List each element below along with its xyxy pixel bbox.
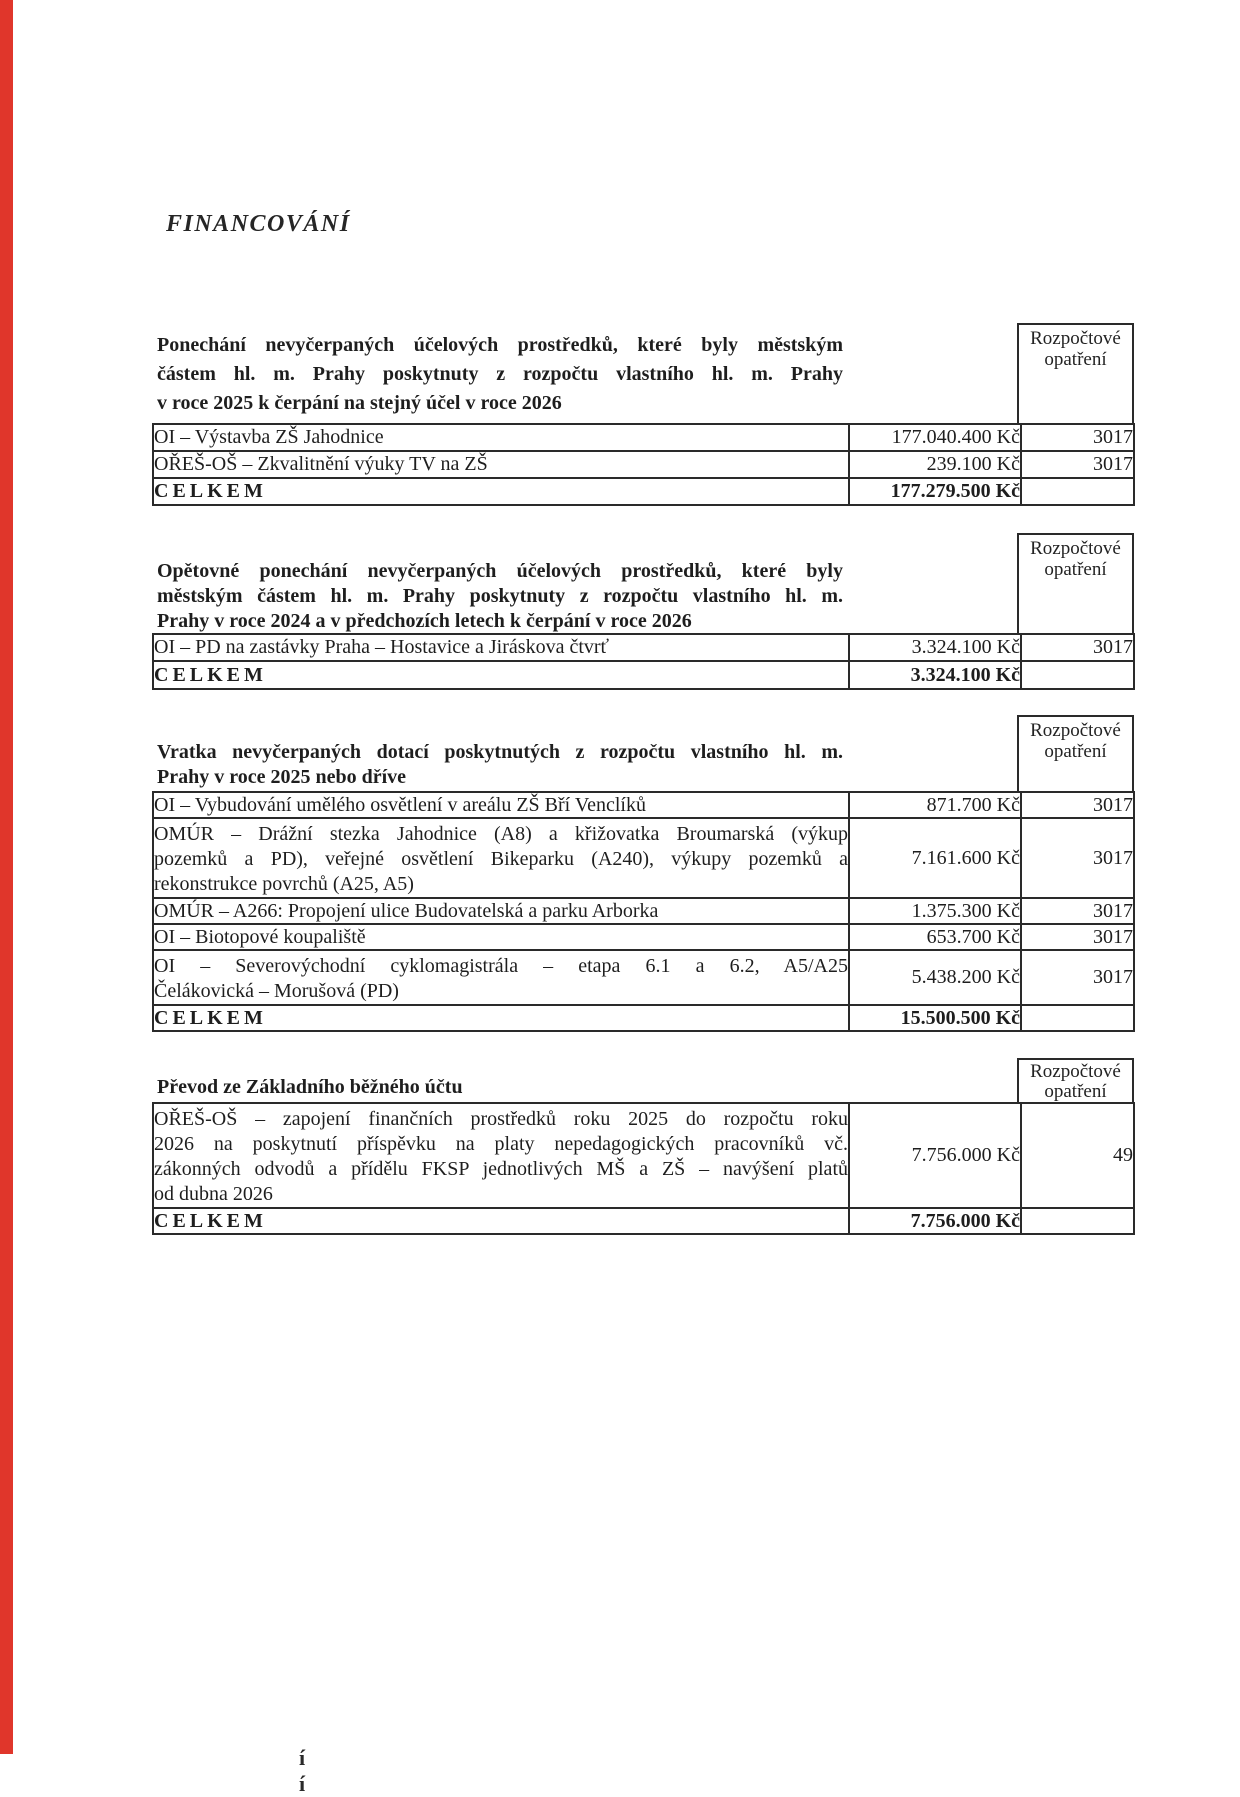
- section-header-line: částem hl. m. Prahy poskytnuty z rozpočtu vlastního hl. m. Prahy: [157, 363, 843, 385]
- budget-measure-box: [1017, 323, 1134, 423]
- row-amount: 239.100 Kč: [849, 451, 1021, 478]
- table-row: [153, 818, 1134, 898]
- row-budget-measure: 3017: [1021, 818, 1134, 898]
- budget-measure-label-line2: opatření: [1044, 1081, 1107, 1102]
- section-header: [157, 334, 843, 421]
- row-description: OŘEŠ-OŠ – zapojení finančních prostředků roku 2025 do rozpočtu roku 2026 na poskytnutí příspěvku na platy nepedagogických pracovníků vč. zákonných odvodů a přídělu FKSP jednotlivých MŠ a ZŠ – navýšení platů od dubna 2026: [153, 1103, 849, 1208]
- total-label: CELKEM: [153, 1208, 849, 1234]
- section-header-line: Opětovné ponechání nevyčerpaných účelových prostředků, které byly: [157, 560, 843, 582]
- total-amount: 3.324.100 Kč: [849, 661, 1021, 689]
- budget-measure-label-line1: Rozpočtové: [1030, 538, 1121, 559]
- clipped-footer-text: í í: [299, 1745, 328, 1796]
- row-description: OI – Vybudování umělého osvětlení v areálu ZŠ Bří Venclíků: [153, 792, 849, 818]
- total-amount: 15.500.500 Kč: [849, 1005, 1021, 1031]
- total-row: [153, 478, 1134, 505]
- total-label: CELKEM: [153, 1005, 849, 1031]
- row-budget-measure: 3017: [1021, 424, 1134, 451]
- data-table: [152, 1102, 1135, 1235]
- row-description: OI – Severovýchodní cyklomagistrála – etapa 6.1 a 6.2, A5/A25 Čelákovická – Morušová (PD): [153, 950, 849, 1005]
- budget-measure-label-line1: Rozpočtové: [1030, 1061, 1121, 1082]
- total-budget-measure: [1021, 1005, 1134, 1031]
- table-row: [153, 792, 1134, 818]
- budget-measure-label-line2: opatření: [1044, 741, 1107, 762]
- row-amount: 177.040.400 Kč: [849, 424, 1021, 451]
- row-description: OI – PD na zastávky Praha – Hostavice a Jiráskova čtvrť: [153, 634, 849, 661]
- section-header: [157, 1076, 843, 1102]
- total-budget-measure: [1021, 661, 1134, 689]
- row-description: OŘEŠ-OŠ – Zkvalitnění výuky TV na ZŠ: [153, 451, 849, 478]
- budget-measure-label-line2: opatření: [1044, 559, 1107, 580]
- data-table: [152, 423, 1135, 506]
- row-amount: 7.756.000 Kč: [849, 1103, 1021, 1208]
- section-header-line: v roce 2025 k čerpání na stejný účel v roce 2026: [157, 392, 562, 414]
- row-description: OMÚR – A266: Propojení ulice Budovatelská a parku Arborka: [153, 898, 849, 924]
- budget-measure-box: [1017, 1058, 1134, 1102]
- total-label: CELKEM: [153, 478, 849, 505]
- total-budget-measure: [1021, 1208, 1134, 1234]
- section-header: [157, 741, 843, 791]
- row-amount: 1.375.300 Kč: [849, 898, 1021, 924]
- scan-edge-stripe: [0, 0, 13, 1754]
- row-budget-measure: 3017: [1021, 924, 1134, 950]
- table-row: [153, 1103, 1134, 1208]
- row-description: OI – Biotopové koupaliště: [153, 924, 849, 950]
- budget-measure-box: [1017, 715, 1134, 791]
- page-title: FINANCOVÁNÍ: [166, 211, 351, 237]
- section-header-line: Vratka nevyčerpaných dotací poskytnutých z rozpočtu vlastního hl. m.: [157, 741, 843, 763]
- row-budget-measure: 3017: [1021, 792, 1134, 818]
- row-amount: 3.324.100 Kč: [849, 634, 1021, 661]
- total-budget-measure: [1021, 478, 1134, 505]
- row-budget-measure: 3017: [1021, 898, 1134, 924]
- table-row: [153, 634, 1134, 661]
- row-amount: 5.438.200 Kč: [849, 950, 1021, 1005]
- section-header-line: Prahy v roce 2025 nebo dříve: [157, 766, 407, 788]
- budget-measure-label-line1: Rozpočtové: [1030, 328, 1121, 349]
- row-description: OMÚR – Drážní stezka Jahodnice (A8) a křižovatka Broumarská (výkup pozemků a PD), veřejné osvětlení Bikeparku (A240), výkupy pozemků a rekonstrukce povrchů (A25, A5): [153, 818, 849, 898]
- total-row: [153, 1005, 1134, 1031]
- table-row: [153, 898, 1134, 924]
- total-row: [153, 661, 1134, 689]
- data-table: [152, 633, 1135, 690]
- total-label: CELKEM: [153, 661, 849, 689]
- row-budget-measure: 3017: [1021, 451, 1134, 478]
- table-row: [153, 451, 1134, 478]
- total-amount: 7.756.000 Kč: [849, 1208, 1021, 1234]
- table-row: [153, 950, 1134, 1005]
- section-header-line: městským částem hl. m. Prahy poskytnuty z rozpočtu vlastního hl. m.: [157, 585, 843, 607]
- row-description: OI – Výstavba ZŠ Jahodnice: [153, 424, 849, 451]
- budget-measure-label-line1: Rozpočtové: [1030, 720, 1121, 741]
- row-amount: 871.700 Kč: [849, 792, 1021, 818]
- row-budget-measure: 3017: [1021, 634, 1134, 661]
- table-row: [153, 924, 1134, 950]
- section-header-line: Prahy v roce 2024 a v předchozích letech k čerpání v roce 2026: [157, 610, 692, 632]
- data-table: [152, 791, 1135, 1032]
- total-amount: 177.279.500 Kč: [849, 478, 1021, 505]
- budget-measure-box: [1017, 533, 1134, 633]
- row-amount: 7.161.600 Kč: [849, 818, 1021, 898]
- section-header-line: Ponechání nevyčerpaných účelových prostředků, které byly městským: [157, 334, 843, 356]
- table-row: [153, 424, 1134, 451]
- section-header-line: Převod ze Základního běžného účtu: [157, 1076, 463, 1098]
- budget-measure-label-line2: opatření: [1044, 349, 1107, 370]
- section-header: [157, 560, 843, 635]
- row-amount: 653.700 Kč: [849, 924, 1021, 950]
- total-row: [153, 1208, 1134, 1234]
- row-budget-measure: 49: [1021, 1103, 1134, 1208]
- row-budget-measure: 3017: [1021, 950, 1134, 1005]
